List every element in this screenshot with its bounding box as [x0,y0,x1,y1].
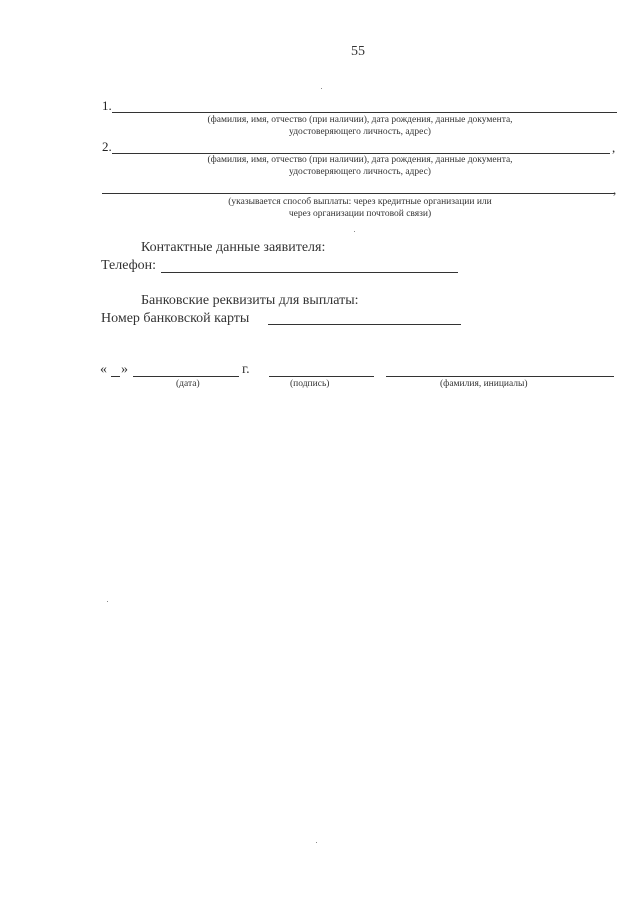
signature-caption: (подпись) [290,379,330,389]
applicant-1-caption-line2: удостоверяющего личность, адрес) [289,127,431,137]
scan-speck [107,601,108,602]
card-label: Номер банковской карты [101,311,250,326]
applicant-1-number: 1. [102,98,112,113]
scan-speck [316,842,317,843]
date-quote-open: « [100,362,107,377]
applicant-2-field[interactable] [112,153,610,154]
applicant-2-comma: , [612,140,616,155]
scan-speck [354,231,355,232]
phone-field[interactable] [161,272,458,273]
applicant-2-caption-line1: (фамилия, имя, отчество (при наличии), дата рождения, данные документа, [207,155,513,165]
payment-method-mark: , [613,182,617,197]
applicant-1-caption-line1: (фамилия, имя, отчество (при наличии), дата рождения, данные документа, [207,115,513,125]
payment-method-caption-line2: через организации почтовой связи) [288,209,432,219]
year-suffix: г. [242,362,250,377]
page-number: 55 [351,44,365,59]
day-field[interactable] [111,376,120,377]
date-quote-close: » [121,362,128,377]
phone-label: Телефон: [101,258,157,273]
payment-method-field[interactable] [102,193,614,194]
applicant-2-caption-line2: удостоверяющего личность, адрес) [289,167,431,177]
name-caption: (фамилия, инициалы) [440,379,528,389]
contacts-heading: Контактные данные заявителя: [141,240,326,255]
month-year-field[interactable] [133,376,239,377]
applicant-1-field[interactable] [112,112,617,113]
signature-field[interactable] [269,376,374,377]
applicant-2-number: 2. [102,139,112,154]
name-initials-field[interactable] [386,376,614,377]
payment-method-caption-line1: (указывается способ выплаты: через кредитные организации или [228,197,492,207]
date-caption: (дата) [176,379,200,389]
scan-speck [321,88,322,89]
card-number-field[interactable] [268,324,461,325]
bank-heading: Банковские реквизиты для выплаты: [141,293,359,308]
